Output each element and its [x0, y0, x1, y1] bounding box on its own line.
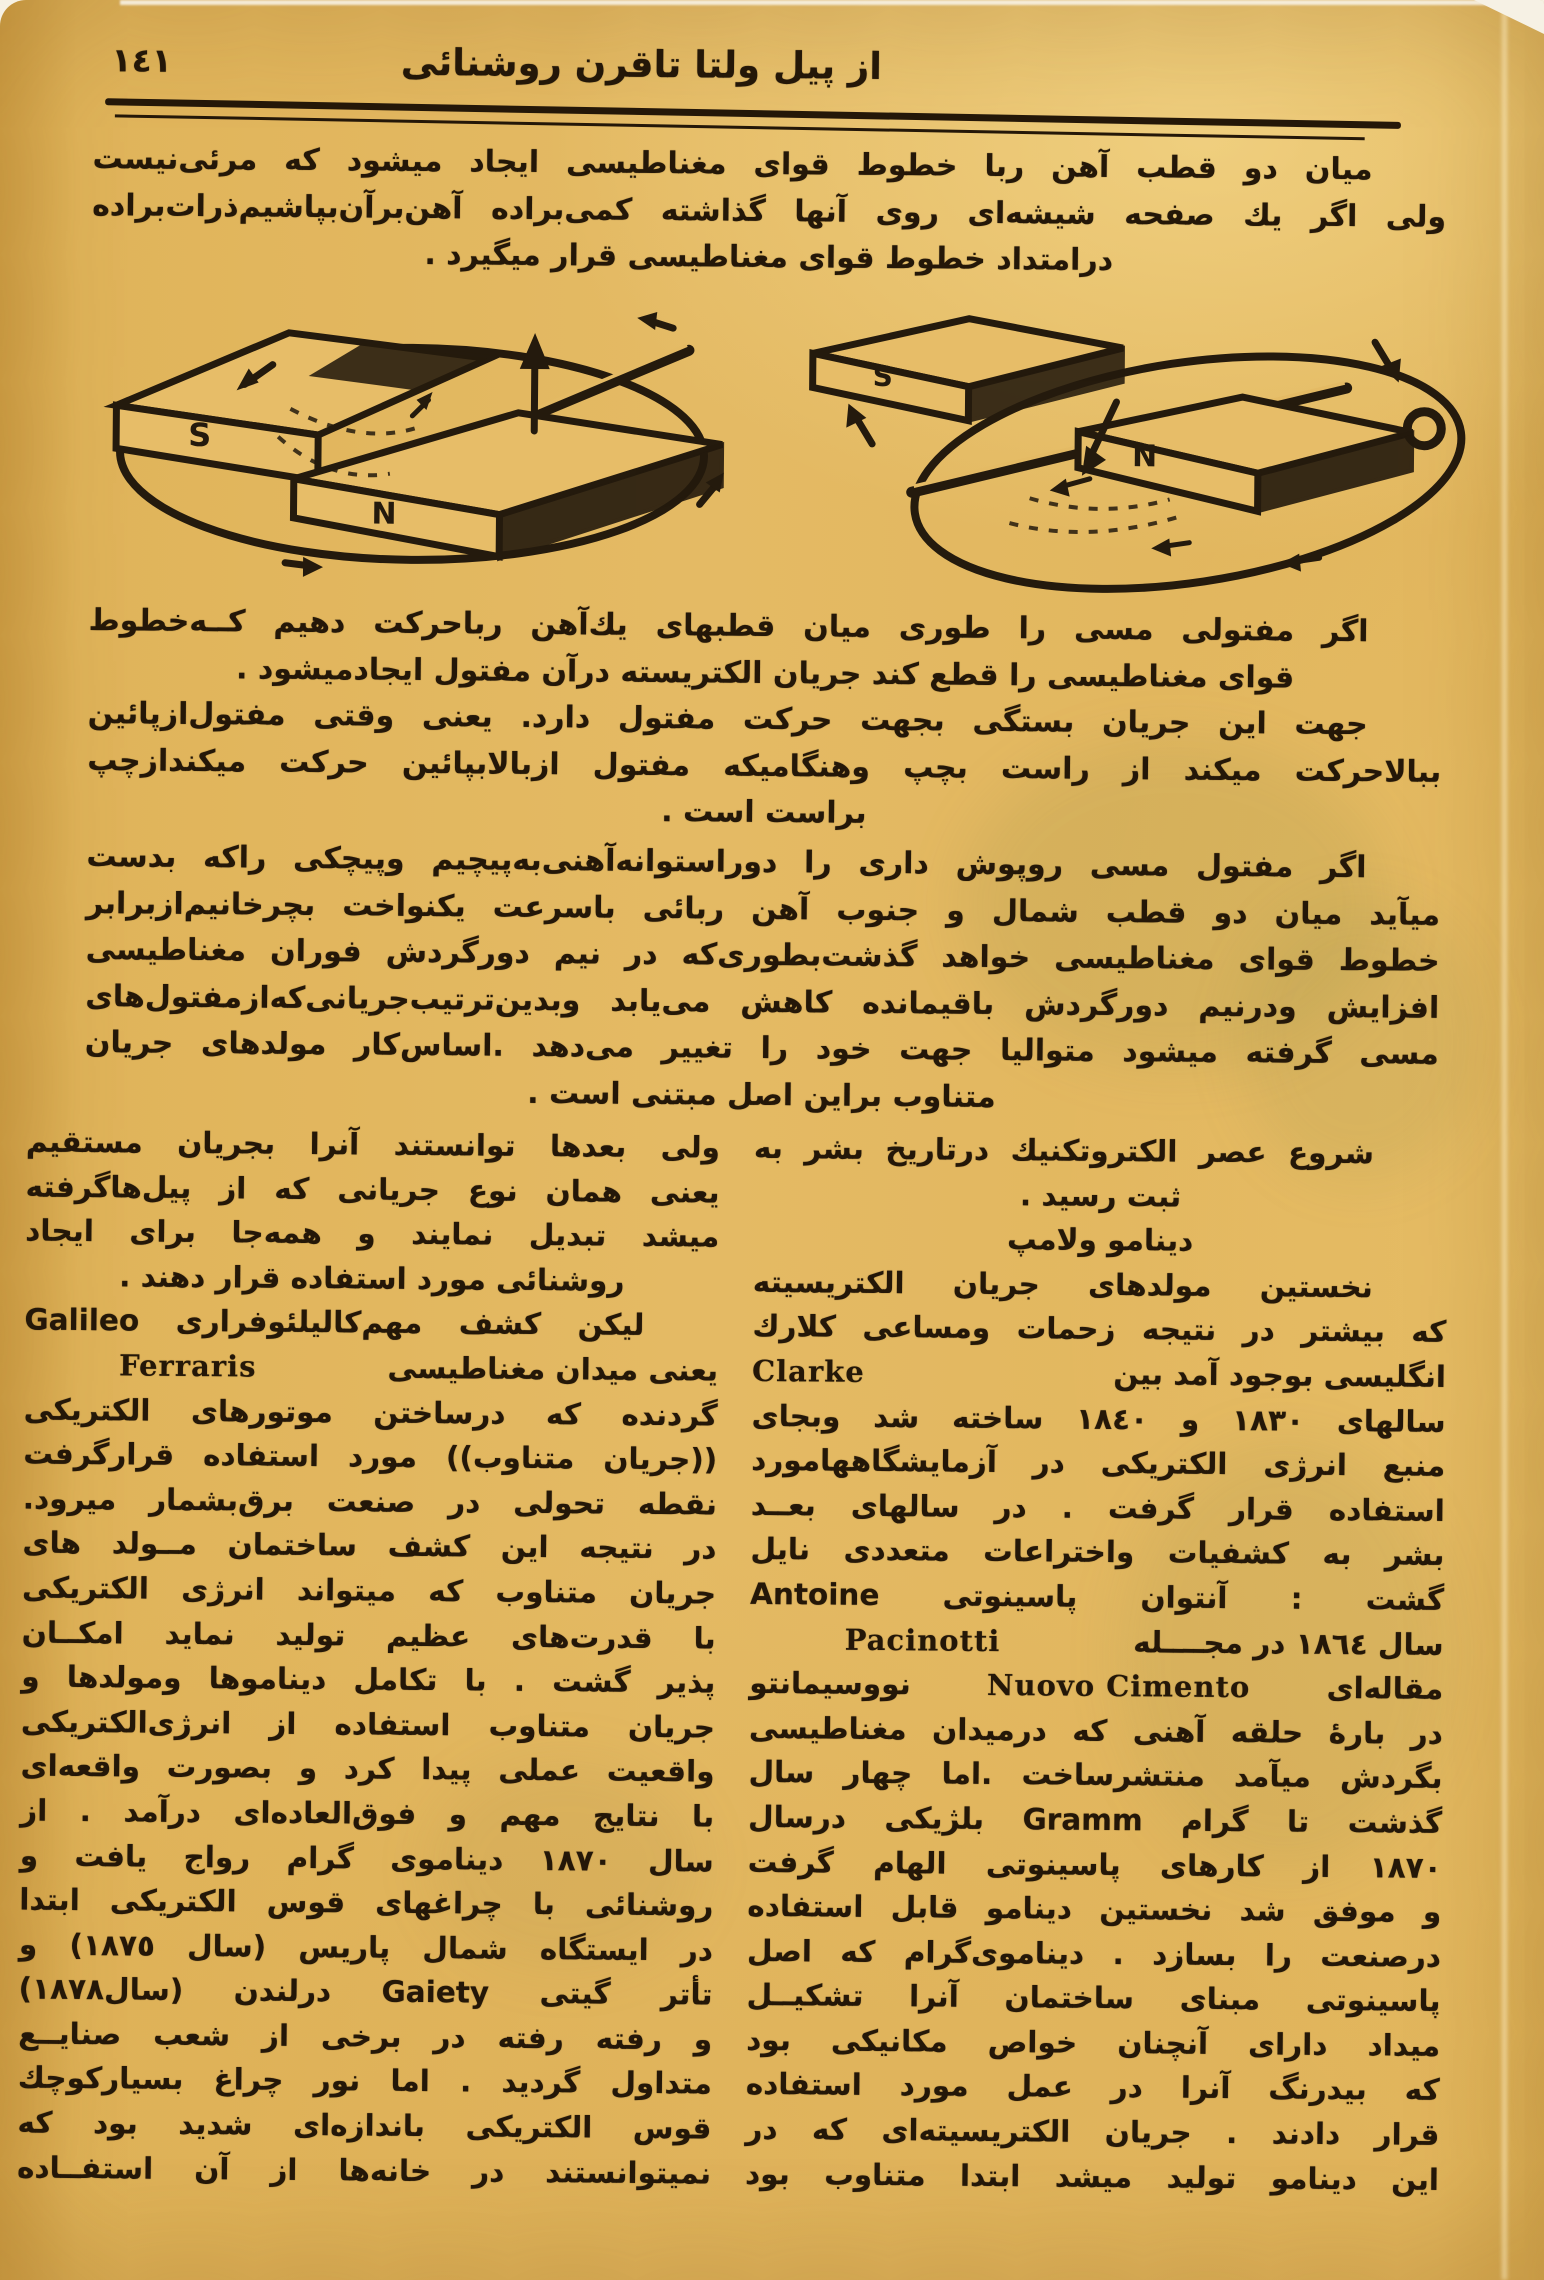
magnet-label-s: S: [188, 415, 212, 455]
text-line: شروع عصر الكتروتكنیك درتاریخ بشر به: [753, 1130, 1375, 1171]
text-line: در نتیجه این كشف ساختمان مــولد های: [22, 1525, 717, 1566]
latin-name: Clarke: [751, 1353, 865, 1389]
text-line: روشنائی با چراغهای قوس الكتریكی ابتدا: [19, 1882, 714, 1923]
text-line: كه بیشتر در نتیجه زحمات ومساعی كلارك: [752, 1309, 1447, 1350]
text-line: قوس الكتریكی باندازه‌ای شدید بود كه: [17, 2105, 712, 2146]
text-line: منبع انرژی الكتریكی در آزمایشگاههامورد: [751, 1443, 1446, 1484]
column-right: [745, 1126, 1448, 2202]
text-line: لیكن كشف مهم‌كالیلئوفراری Galileo: [24, 1302, 645, 1343]
magnet-label-n: N: [371, 496, 397, 532]
text-line: نخستین مولدهای جریان الكتریسیته: [752, 1264, 1373, 1305]
magnet-n: [293, 411, 722, 561]
text-line: درصنعت را بسازد . دیناموی‌گرام كه اصل: [746, 1933, 1442, 1974]
magnet-label-n: N: [1131, 439, 1158, 475]
text-line: تأتر گیتی Gaiety درلندن (سال١٨٧٨): [18, 1971, 713, 2012]
column-subheading: دینامو ولامپ: [1006, 1222, 1194, 1258]
figure-magnets-coil-right: [759, 291, 1472, 603]
intro-paragraph: [92, 136, 1447, 287]
magnet-n: [1078, 396, 1413, 513]
text-line: میان دو قطب آهن ربا خطوط قوای مغناطیسی ایجاد میشود كه مرئی‌نیست: [92, 141, 1373, 188]
latin-name: Pacinotti: [844, 1622, 1001, 1658]
text-line: اگر مفتولی مسی را طوری میان قطبهای یك‌آهن رباحركت دهیم كــه‌خطوط: [88, 603, 1369, 650]
text-line: جهت این جریان بستگی بجهت حركت مفتول دارد. یعنی وقتی مفتول‌ازپائین: [87, 696, 1368, 743]
text-line: اگر مفتول مسی روپوش داری را دوراستوانه‌آهنی‌به‌پیچیم وپیچكی راكه بدست: [86, 839, 1367, 886]
text-line: [24, 1342, 718, 1393]
text-line: واقعیت عملی پیدا كرد و بصورت واقعه‌ای: [20, 1748, 715, 1789]
page-number: ١٤١: [111, 40, 173, 80]
magnet-s: [812, 317, 1123, 422]
figure-magnets-coil-left: [59, 285, 752, 597]
text-line: گذشت تا گرام Gramm بلژیكی درسال: [747, 1799, 1443, 1840]
text-line: با قدرت‌های عظیم تولید نماید امكــان: [21, 1615, 716, 1656]
text-line: ولی بعدها توانستند آنرا بجریان مستقیم: [25, 1124, 721, 1165]
text-line: خطوط قوای مغناطیسی خواهد گذشت‌بطوری‌كه در نیم دورگردش فوران مغناطیسی: [85, 932, 1440, 979]
text-line: قوای مغناطیسی را قطع كند جریان الكتریسته درآن مفتول ایجادمیشود .: [235, 650, 1295, 696]
text-line: استفاده قرار گرفت . در سالهای بعــد: [750, 1487, 1445, 1528]
intro-paragraph: [84, 834, 1440, 1125]
latin-name: Nuovo Cimento: [986, 1668, 1251, 1705]
header-rule-thick: [105, 98, 1401, 129]
text-line: این دینامو تولید میشد ابتدا متناوب بود: [744, 2156, 1440, 2197]
text-line: روشنائی مورد استفاده قرار دهند .: [119, 1259, 625, 1298]
text-line: متداول گردید . اما نور چراغ بسیاركوچك: [17, 2060, 712, 2102]
text-line: با نتایج مهم و فوق‌العاده‌ای درآمد . از: [20, 1793, 715, 1834]
text-line: میآید میان دو قطب شمال و جنوب آهن ربائی باسرعت یكنواخت بچرخانیم‌ازبرابر: [85, 885, 1441, 933]
text-line: ((جریان متناوب)) مورد استفاده قرارگرفت: [23, 1436, 718, 1477]
text-line: [750, 1616, 1444, 1667]
magnet-label-s: S: [872, 359, 894, 394]
text-line: ببالاحركت میكند از راست بچپ وهنگامیكه مفتول ازبالابپائین حركت میكندازچپ: [87, 742, 1442, 790]
text-line: یعنی همان نوع جریانی كه از پیل‌هاگرفته: [25, 1169, 720, 1210]
text-line: بشر به كشفیات واختراعات متعددی نایل: [750, 1532, 1445, 1573]
text-line: میشد تبدیل نمایند و همه‌جا برای ایجاد: [25, 1213, 720, 1254]
text-line: در ایستگاه شمال پاریس (سال ١٨٧٥) و: [18, 1927, 714, 1968]
latin-name: Ferraris: [118, 1348, 257, 1384]
two-column-body: [17, 1120, 1448, 2203]
text-line: نقطه تحولی در صنعت برق‌بشمار میرود.: [22, 1481, 718, 1522]
text-line: درامتداد خطوط قوای مغناطیسی قرار میگیرد .: [424, 236, 1114, 278]
persian-text: یعنی میدان مغناطیسی: [387, 1350, 719, 1388]
text-line: در بارهٔ حلقه آهنی كه درمیدان مغناطیسی: [748, 1710, 1444, 1751]
text-line: [752, 1349, 1446, 1400]
text-line: قرار دادند . جریان الكتریسیته‌ای كه در: [745, 2111, 1440, 2152]
text-line: بگردش میآمد منتشرساخت .اما چهار سال: [748, 1755, 1443, 1796]
text-line: سالهای ١٨٣٠ و ١٨٤٠ ساخته شد وبجای: [751, 1398, 1446, 1439]
column-left: [17, 1120, 720, 2196]
header-rules: [105, 98, 1401, 141]
persian-text: نووسیمانتو: [749, 1665, 911, 1702]
text-line: نمیتوانستند در خانه‌ها از آن استفــاده: [16, 2150, 712, 2191]
text-line: میداد دارای آنچنان خواص مكانیكی بود: [746, 2022, 1441, 2063]
text-line: ولی اگر یك صفحه شیشه‌ای روی آنها گذاشته كمی‌براده آهن‌برآن‌بپاشیم‌ذرات‌براده: [92, 187, 1447, 235]
text-line: گردنده كه درساختن موتورهای الكتریكی: [23, 1392, 718, 1433]
page-title: از پیل ولتا تاقرن روشنائی: [400, 40, 883, 88]
text-line: براست است .: [661, 794, 867, 831]
text-line: ١٨٧٠ از كارهای پاسینوتی الهام گرفت: [747, 1844, 1442, 1885]
text-line: كه بیدرنگ آنرا در عمل مورد استفاده: [745, 2067, 1440, 2108]
text-line: و موفق شد نخستین دینامو قابل استفاده: [747, 1888, 1442, 1930]
text-line: گشت : آنتوان پاسینوتی Antoine: [749, 1576, 1445, 1617]
text-line: پاسینوتی مبنای ساختمان آنرا تشكیــل: [746, 1978, 1441, 2019]
figure-row: [59, 282, 1472, 606]
persian-text: انگلیسی بوجود آمد بین: [1113, 1357, 1447, 1394]
text-line: جریان متناوب استفاده از انرژی‌الكتریكی: [20, 1704, 716, 1745]
text-line: مسی گرفته میشود متوالیا جهت خود را تغییر می‌دهد .اساس‌كار مولدهای جریان: [84, 1025, 1439, 1072]
persian-text: مقاله‌ای: [1326, 1671, 1444, 1707]
text-line: متناوب براین اصل مبتنی است .: [527, 1075, 996, 1115]
intro-paragraph: [87, 598, 1443, 842]
text-line: سال ١٨٧٠ دیناموی گرام رواج یافت و: [19, 1838, 714, 1879]
text-line: پذیر گشت . با تكامل دیناموها ومولدها و: [21, 1659, 716, 1700]
text-line: ثبت رسید .: [1019, 1177, 1182, 1214]
persian-text: سال ١٨٦٤ در مجــــله: [1133, 1624, 1444, 1662]
text-line: افزایش ودرنیم دورگردش باقیمانده كاهش می‌یابد وبدین‌ترتیب‌جریانی‌كه‌ازمفتول‌های: [85, 978, 1440, 1026]
text-line: [749, 1661, 1443, 1712]
text-line: و رفته رفته در برخی از شعب صنایــع: [18, 2016, 713, 2057]
text-line: جریان متناوب كه میتواند انرژی الكتریكی: [21, 1570, 717, 1611]
